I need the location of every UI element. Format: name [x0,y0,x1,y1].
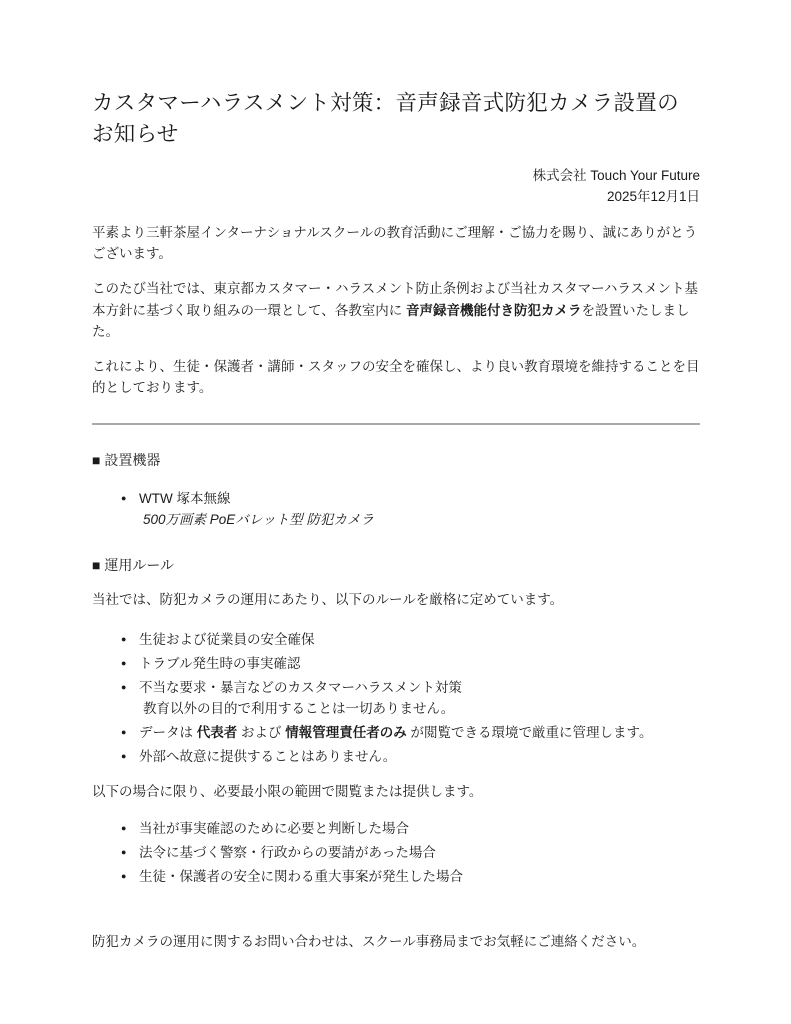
equipment-list [92,488,700,530]
closing-paragraph: 防犯カメラの運用に関するお問い合わせは、スクール事務局までお気軽にご連絡ください。 [92,933,646,949]
announcement-text-post: を設置いたしました。 [92,302,690,339]
rule-data-manager-bold: 情報管理責任者のみ [285,724,407,740]
bullet-marker: ● [121,750,127,761]
bullet-marker: ● [121,493,127,504]
bullet-marker: ● [121,657,127,668]
rules-section-heading: ■ 運用ルール [92,557,175,574]
rule-text: 生徒および従業員の安全確保 [139,631,315,647]
disclosure-intro: 以下の場合に限り、必要最小限の範囲で閲覧または提供します。 [92,783,483,799]
bullet-marker: ● [121,870,127,881]
disclosure-list [92,818,700,887]
rule-item-harassment [92,677,700,719]
equipment-section-heading: ■ 設置機器 [92,452,161,469]
bullet-marker: ● [121,822,127,833]
rule-text [139,722,700,743]
company-name: 株式会社 Touch Your Future [532,168,700,184]
rule-text: トラブル発生時の事実確認 [139,655,301,671]
rules-intro: 当社では、防犯カメラの運用にあたり、以下のルールを厳格に定めています。 [92,592,564,608]
rules-list [92,629,700,767]
rule-item-no-external [92,746,700,767]
rule-item-safety [92,629,700,650]
purpose-paragraph: これにより、生徒・保護者・講師・スタッフの安全を確保し、より良い教育環境を維持することを目的としております。 [92,359,700,396]
rule-item-fact-check [92,653,700,674]
announcement-text-pre: このたび当社では、東京都カスタマー・ハラスメント防止条例および当社カスタマーハラスメント基本方針に基づく取り組みの一環として、各教室内に [92,281,699,318]
equipment-item-text [139,488,700,530]
greeting-paragraph: 平素より三軒茶屋インターナショナルスクールの教育活動にご理解・ご協力を賜り、誠にありがとうございます。 [92,225,698,262]
rule-text [139,677,700,719]
bullet-marker: ● [121,726,127,737]
equipment-model: 500万画素 PoEバレット型 防犯カメラ [143,512,374,528]
rule-item-data-access [92,722,700,743]
rule-harassment-main: 不当な要求・暴言などのカスタマーハラスメント対策 [139,679,462,695]
rule-harassment-note: 教育以外の目的で利用することは一切ありません。 [143,700,455,716]
byline [92,166,700,207]
disclosure-text: 法令に基づく警察・行政からの要請があった場合 [139,844,436,860]
disclosure-text: 生徒・保護者の安全に関わる重大事案が発生した場合 [139,868,463,884]
disclosure-item-fact-check [92,818,700,839]
bullet-marker: ● [121,846,127,857]
rule-data-post: が閲覧できる環境で厳重に管理します。 [406,724,653,740]
equipment-vendor: WTW 塚本無線 [139,491,231,507]
section-divider [92,423,700,425]
rule-data-pre: データは [139,724,197,740]
disclosure-item-legal-request [92,842,700,863]
bullet-marker: ● [121,633,127,644]
rule-data-representative-bold: 代表者 [196,724,238,740]
disclosure-item-serious-incident [92,866,700,887]
rule-text: 外部へ故意に提供することはありません。 [139,748,397,764]
camera-feature-bold-text: 音声録音機能付き防犯カメラ [405,302,582,318]
document-title: カスタマーハラスメント対策：音声録音式防犯カメラ設置のお知らせ [92,91,679,146]
document-date: 2025年12月1日 [606,188,700,204]
equipment-list-item [92,488,700,530]
announcement-paragraph [92,278,700,342]
rule-data-mid: および [237,724,286,740]
bullet-marker: ● [121,681,127,692]
disclosure-text: 当社が事実確認のために必要と判断した場合 [139,820,409,836]
